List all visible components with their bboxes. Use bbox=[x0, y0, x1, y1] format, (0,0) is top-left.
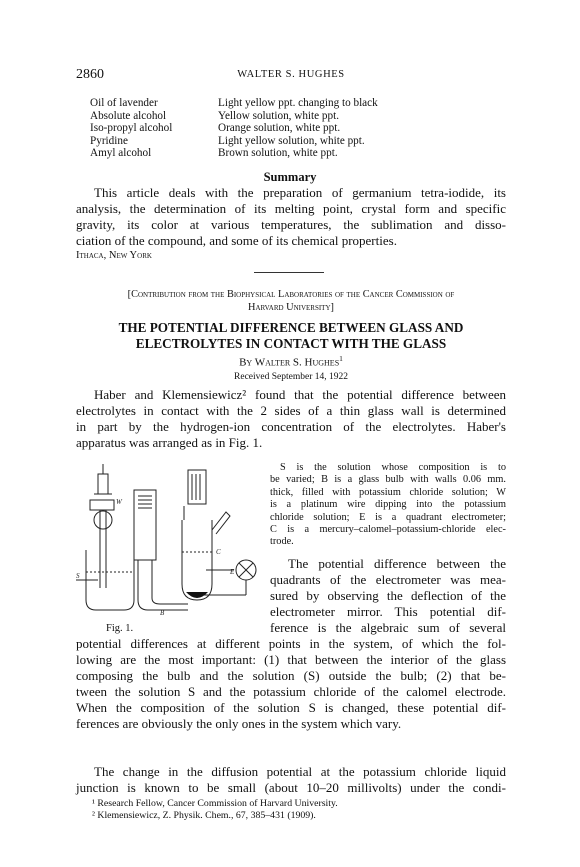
reagent-cell: Amyl alcohol bbox=[90, 147, 152, 160]
table-row bbox=[90, 97, 500, 110]
potential-paragraph bbox=[76, 636, 506, 732]
label-s: S bbox=[76, 572, 80, 580]
article-title bbox=[76, 320, 506, 352]
received-date: Received September 14, 1922 bbox=[234, 372, 348, 382]
reagent-cell: Absolute alcohol bbox=[90, 109, 167, 122]
footnotes bbox=[76, 798, 506, 822]
label-e: E bbox=[230, 568, 235, 576]
result-cell: Light yellow ppt. changing to black bbox=[218, 97, 378, 109]
running-title: WALTER S. HUGHES bbox=[237, 69, 345, 80]
result-cell: Orange solution, white ppt. bbox=[218, 122, 341, 135]
diffusion-paragraph bbox=[76, 764, 506, 796]
text-line: tween the solution S and the potassium chloride of the calomel electrode. bbox=[76, 684, 506, 699]
text-line: potential differences at different points in the system, of which the fol- bbox=[76, 636, 506, 651]
text-line: lowing are the most important: (1) that between the interior of the glass bbox=[76, 652, 506, 667]
text-line: electrolytes in contact with the 2 sides of a thin glass wall is determined bbox=[76, 403, 506, 418]
text-line: quadrants of the electrometer was mea- bbox=[270, 572, 506, 587]
footnote: ² Klemensiewicz, Z. Physik. Chem., 67, 385–431 (1909). bbox=[92, 810, 316, 821]
location-text: Ithaca, New York bbox=[76, 250, 152, 261]
footnote-marker: 1 bbox=[339, 354, 343, 363]
contribution-note bbox=[76, 289, 506, 314]
text-line: ciation of the compound, and some of its chemical properties. bbox=[76, 233, 397, 248]
footnote: ¹ Research Fellow, Cancer Commission of Harvard University. bbox=[92, 798, 338, 809]
table-row bbox=[90, 147, 500, 160]
page-number: 2860 bbox=[76, 67, 104, 82]
text-line: ferences are obviously the only ones in the system which vary. bbox=[76, 716, 402, 731]
legend-line: be varied; B is a glass bulb with walls 0.06 mm. bbox=[270, 474, 506, 486]
result-cell: Brown solution, white ppt. bbox=[218, 147, 338, 160]
text-line: gravity, its color at various temperatures, the sublimation and disso- bbox=[76, 217, 506, 232]
summary-heading: Summary bbox=[263, 170, 317, 184]
contribution-line: [Contribution from the Biophysical Laboratories of the Cancer Commission of bbox=[127, 289, 455, 300]
text-line: The potential difference between the bbox=[288, 556, 506, 571]
label-b: B bbox=[160, 609, 165, 617]
legend-line: is a platinum wire dipping into the potassium bbox=[270, 499, 506, 511]
reagent-cell: Oil of lavender bbox=[90, 97, 158, 109]
legend-line: trode. bbox=[270, 536, 294, 548]
text-line: junction is known to be small (about 10–20 millivolts) under the condi- bbox=[76, 780, 506, 795]
result-cell: Light yellow solution, white ppt. bbox=[218, 134, 365, 147]
legend-line: S is the solution whose composition is to bbox=[280, 462, 506, 473]
byline bbox=[76, 354, 506, 369]
reagent-cell: Pyridine bbox=[90, 134, 128, 147]
table-row bbox=[90, 122, 500, 135]
figure-caption: Fig. 1. bbox=[106, 623, 134, 634]
result-cell: Yellow solution, white ppt. bbox=[218, 109, 340, 122]
legend-line: chloride solution; E is a quadrant electrometer; bbox=[270, 511, 506, 523]
figure-legend bbox=[270, 462, 506, 549]
text-line: When the composition of the solution S is changed, these potential dif- bbox=[76, 700, 506, 715]
legend-line: thick, filled with potassium chloride solution; W bbox=[270, 486, 506, 498]
table-row bbox=[90, 110, 500, 123]
table-row bbox=[90, 135, 500, 148]
title-line: THE POTENTIAL DIFFERENCE BETWEEN GLASS AND bbox=[118, 320, 464, 335]
title-line: ELECTROLYTES IN CONTACT WITH THE GLASS bbox=[135, 336, 447, 351]
apparatus-figure bbox=[76, 460, 262, 636]
text-line: The change in the diffusion potential at the potassium chloride liquid bbox=[94, 764, 506, 779]
text-line: sured by observing the deflection of the bbox=[270, 588, 506, 603]
reagent-cell: Iso-propyl alcohol bbox=[90, 122, 173, 135]
label-c: C bbox=[216, 548, 221, 556]
label-w: W bbox=[116, 498, 122, 506]
running-head bbox=[76, 67, 506, 85]
author-location bbox=[76, 250, 152, 261]
text-line: This article deals with the preparation of germanium tetra-iodide, its bbox=[94, 185, 506, 200]
summary-paragraph bbox=[76, 185, 506, 249]
author-name: By Walter S. Hughes bbox=[239, 356, 340, 369]
apparatus-diagram bbox=[76, 460, 262, 620]
text-line: composing the bulb and the solution (S) outside the bulb; (2) that be- bbox=[76, 668, 506, 683]
text-line: Haber and Klemensiewicz² found that the potential difference between bbox=[94, 387, 506, 402]
text-line: electrometer mirror. This potential dif- bbox=[270, 604, 506, 619]
contribution-line: Harvard University] bbox=[248, 301, 334, 313]
text-line: in part by the hydrogen-ion concentration of the electrolytes. Haber's bbox=[76, 419, 506, 434]
text-line: ference is the algebraic sum of several bbox=[270, 620, 506, 635]
reagent-results-table bbox=[90, 97, 500, 160]
electrometer-paragraph bbox=[270, 556, 506, 636]
text-line: apparatus was arranged as in Fig. 1. bbox=[76, 435, 263, 450]
section-divider bbox=[254, 272, 324, 273]
legend-line: C is a mercury–calomel–potassium-chloride elec- bbox=[270, 524, 506, 536]
intro-paragraph bbox=[76, 387, 506, 451]
text-line: analysis, the determination of its melting point, crystal form and specific bbox=[76, 201, 506, 216]
